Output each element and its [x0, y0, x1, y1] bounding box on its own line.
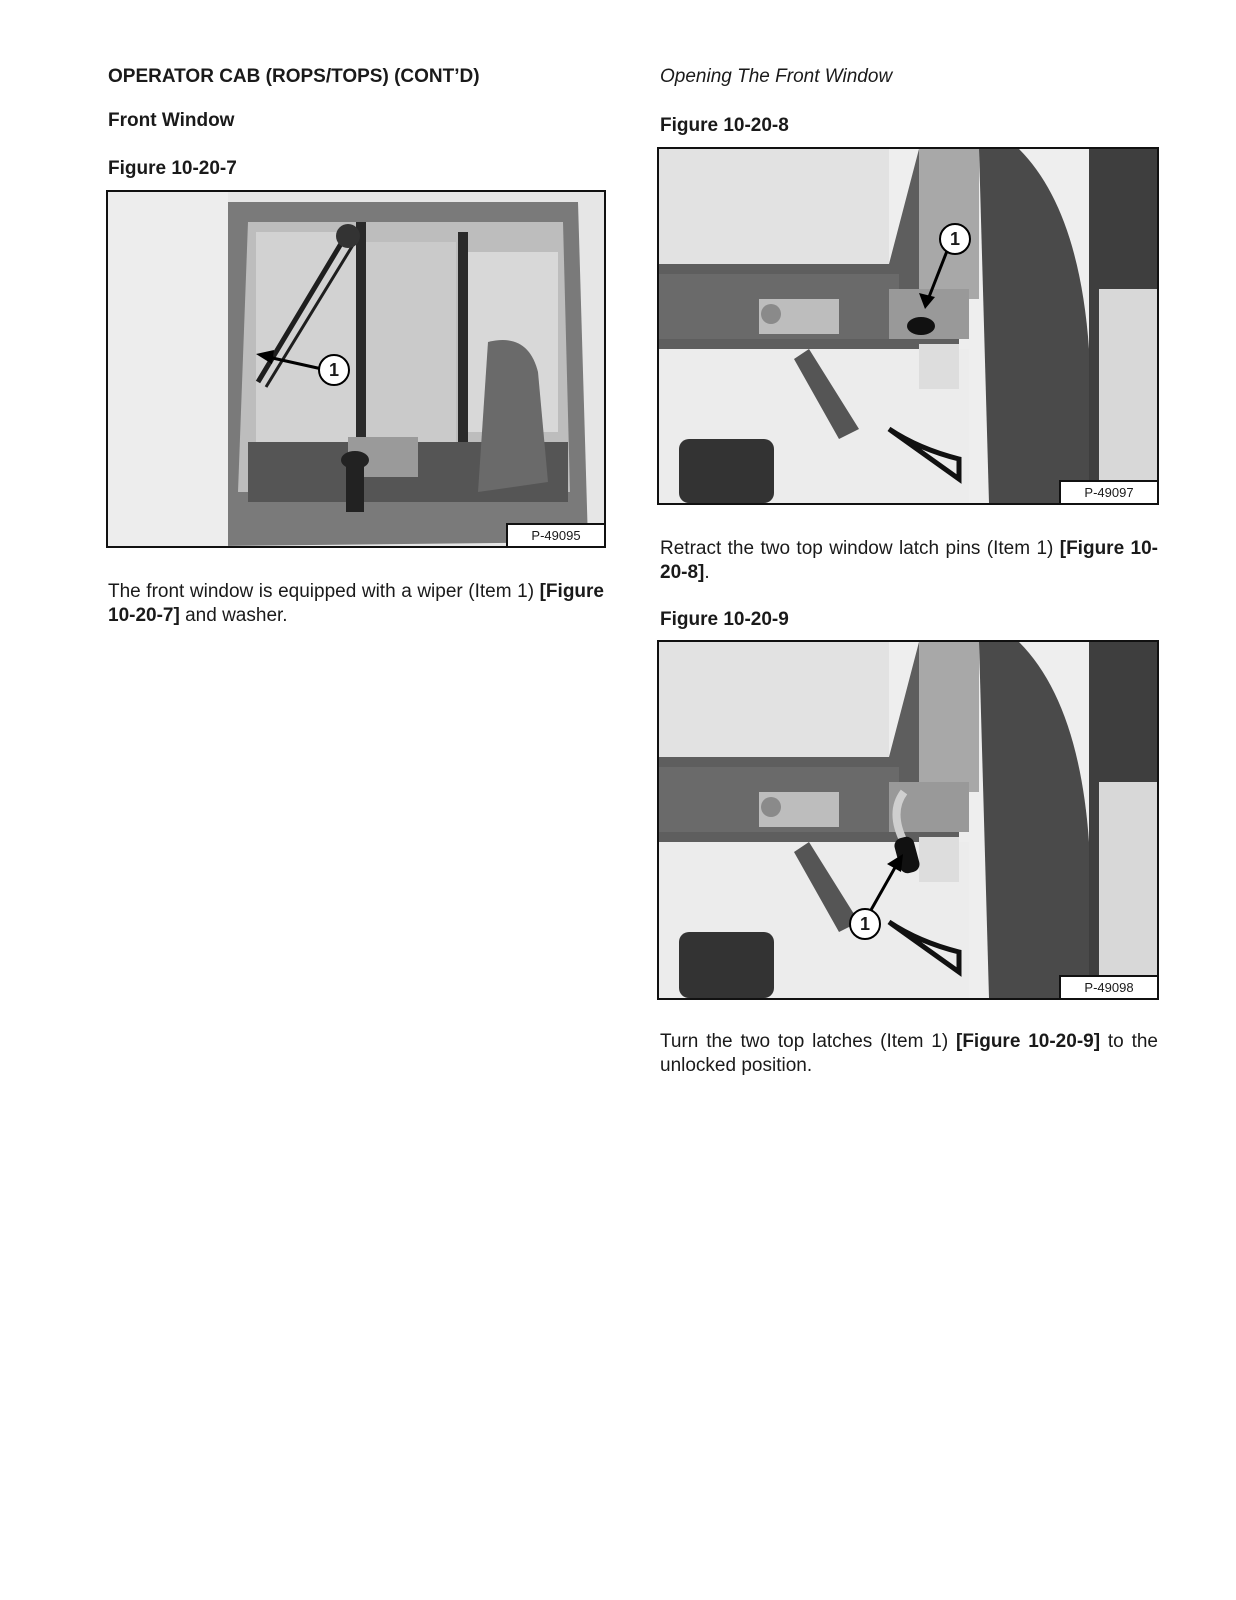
figure-id-label: P-49095: [506, 523, 604, 546]
latch-pin-illustration: [659, 149, 1157, 503]
front-window-description: [108, 580, 604, 628]
figure-10-20-8-photo: [657, 147, 1159, 505]
instruction-text: Turn the two top latches (Item 1): [660, 1031, 956, 1052]
callout-1: 1: [849, 908, 881, 940]
section-title: OPERATOR CAB (ROPS/TOPS) (CONT’D): [108, 66, 480, 87]
figure-caption-10-20-8: Figure 10-20-8: [660, 115, 789, 136]
figure-10-20-7-photo: [106, 190, 606, 548]
instruction-text-end: to the unlocked position.: [660, 1031, 1158, 1076]
turn-latches-instruction: [660, 1030, 1158, 1078]
figure-reference: [Figure 10-20-8]: [660, 538, 1158, 583]
description-text-end: and washer.: [179, 605, 288, 626]
figure-reference: [Figure 10-20-9]: [956, 1031, 1101, 1052]
figure-reference: [Figure 10-20-7]: [108, 581, 604, 626]
instruction-text: Retract the two top window latch pins (Item 1): [660, 538, 1060, 559]
callout-1: 1: [939, 223, 971, 255]
cab-interior-illustration: [108, 192, 604, 546]
figure-10-20-9-photo: [657, 640, 1159, 1000]
figure-caption-10-20-7: Figure 10-20-7: [108, 158, 237, 179]
description-text: The front window is equipped with a wiper (Item 1): [108, 581, 540, 602]
callout-1: 1: [318, 354, 350, 386]
latch-turn-illustration: [659, 642, 1157, 998]
figure-id-label: P-49098: [1059, 975, 1157, 998]
subsection-title-front-window: Front Window: [108, 110, 235, 131]
figure-id-label: P-49097: [1059, 480, 1157, 503]
figure-caption-10-20-9: Figure 10-20-9: [660, 609, 789, 630]
subsection-title-opening: Opening The Front Window: [660, 66, 893, 87]
retract-pins-instruction: [660, 537, 1158, 585]
instruction-text-end: .: [704, 562, 710, 583]
